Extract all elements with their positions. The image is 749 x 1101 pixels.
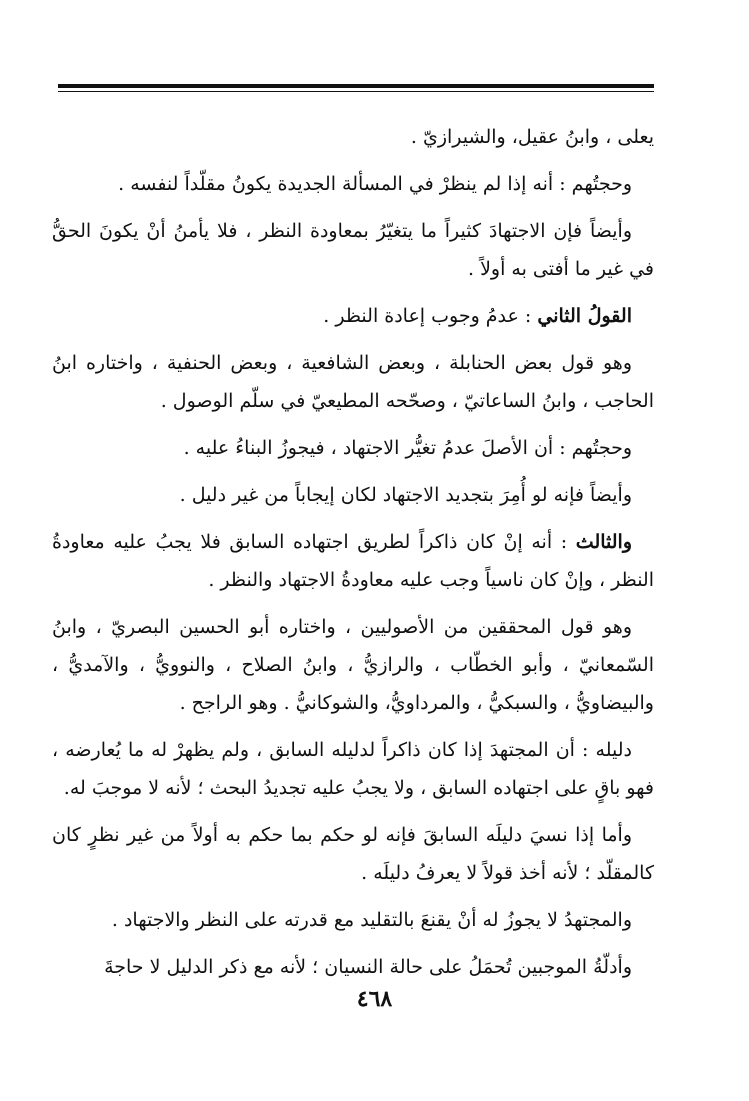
paragraph-lead: القولُ الثاني bbox=[537, 305, 632, 327]
paragraph-text: وأدلّةُ الموجبين تُحمَلُ على حالة النسيان ؛ لأنه مع ذكر الدليل لا حاجةَ bbox=[104, 956, 632, 978]
paragraph bbox=[52, 344, 654, 420]
body-text bbox=[52, 118, 654, 995]
paragraph-text: وأيضاً فإنه لو أُمِرَ بتجديد الاجتهاد لكان إيجاباً من غير دليل . bbox=[179, 484, 632, 506]
paragraph bbox=[52, 212, 654, 288]
paragraph bbox=[52, 948, 654, 986]
paragraph bbox=[52, 297, 654, 335]
header-rule-thin bbox=[58, 91, 654, 92]
paragraph bbox=[52, 901, 654, 939]
header-rule-thick bbox=[58, 84, 654, 88]
paragraph-lead: والثالث bbox=[575, 531, 632, 553]
paragraph-text: وحجتُهم : أنه إذا لم ينظرْ في المسألة الجديدة يكونُ مقلّداً لنفسه . bbox=[118, 173, 632, 195]
paragraph-text: يعلى ، وابنُ عقيل، والشيرازيّ . bbox=[410, 126, 654, 148]
paragraph-text: والمجتهدُ لا يجوزُ له أنْ يقنعَ بالتقليد مع قدرته على النظر والاجتهاد . bbox=[111, 909, 632, 931]
paragraph bbox=[52, 816, 654, 892]
paragraph bbox=[52, 731, 654, 807]
paragraph-text: وأما إذا نسيَ دليلَه السابقَ فإنه لو حكم بما حكم به أولاً من غير نظرٍ كان كالمقلّد ؛ لأنه أخذ قولاً لا يعرفُ دليلَه . bbox=[52, 824, 654, 884]
paragraph-text: وحجتُهم : أن الأصلَ عدمُ تغيُّر الاجتهاد ، فيجوزُ البناءُ عليه . bbox=[183, 437, 632, 459]
page-number: ٤٦٨ bbox=[356, 986, 393, 1012]
paragraph bbox=[52, 429, 654, 467]
paragraph bbox=[52, 118, 654, 156]
paragraph bbox=[52, 165, 654, 203]
paragraph-text: وأيضاً فإن الاجتهادَ كثيراً ما يتغيّرُ بمعاودة النظر ، فلا يأمنُ أنْ يكونَ الحقُّ في غير ما أفتى به أولاً . bbox=[52, 220, 654, 280]
paragraph-text: دليله : أن المجتهدَ إذا كان ذاكراً لدليله السابق ، ولم يظهرْ له ما يُعارضه ، فهو باقٍ على اجتهاده السابق ، ولا يجبُ عليه تجديدُ البحث ؛ لأنه لا موجبَ له. bbox=[52, 739, 654, 799]
paragraph bbox=[52, 523, 654, 599]
paragraph bbox=[52, 476, 654, 514]
paragraph-text: : أنه إنْ كان ذاكراً لطريق اجتهاده السابق فلا يجبُ عليه معاودةُ النظر ، وإنْ كان ناسياً وجب عليه معاودةُ الاجتهاد والنظر . bbox=[52, 531, 654, 591]
paragraph-text: وهو قول المحققين من الأصوليين ، واختاره أبو الحسين البصريّ ، وابنُ السّمعانيّ ، وأبو الخطّاب ، والرازيُّ ، وابنُ الصلاح ، والنوويُّ ، والآمديُّ ، والبيضاويُّ ، والسبكيُّ ، والمرداويُّ، والشوكانيُّ . وهو الراجح . bbox=[52, 616, 654, 714]
paragraph-text: : عدمُ وجوب إعادة النظر . bbox=[323, 305, 538, 327]
paragraph-text: وهو قول بعض الحنابلة ، وبعض الشافعية ، وبعض الحنفية ، واختاره ابنُ الحاجب ، وابنُ الساعاتيّ ، وصحّحه المطيعيّ في سلّم الوصول . bbox=[52, 352, 654, 412]
paragraph bbox=[52, 608, 654, 722]
